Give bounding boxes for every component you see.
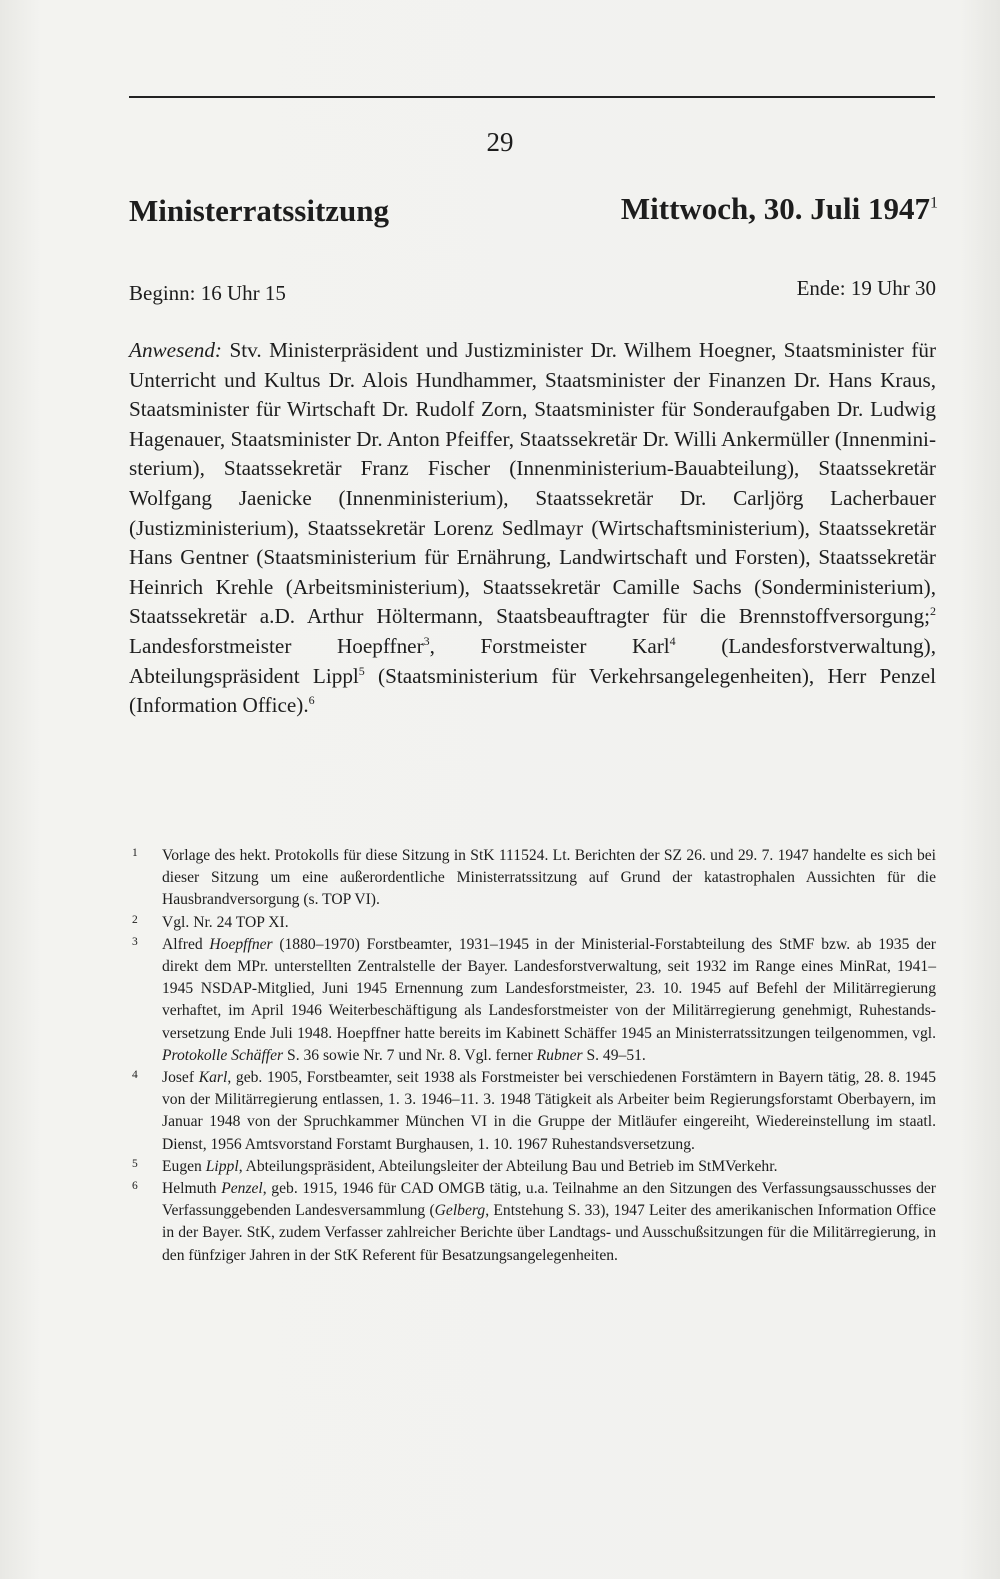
footnote-ref-2: 2	[930, 604, 936, 619]
footnote-4	[132, 1067, 936, 1156]
footnote-text: S. 49–51.	[582, 1046, 646, 1064]
footnote-ref-5: 5	[358, 663, 365, 678]
footnote-1	[132, 845, 936, 912]
footnote-number: 6	[132, 1180, 138, 1193]
begin-time: Beginn: 16 Uhr 15	[129, 281, 286, 305]
end-time: Ende: 19 Uhr 30	[796, 276, 936, 300]
document-number: 29	[486, 127, 514, 157]
footnote-text: , geb. 1905, Forstbeamter, seit 1938 als Forstmeister bei verschiedenen Forstämtern in Bayern tätig, 28. 8. 1945 von der Militärregierung entlassen, 1. 3. 1946–11. 3. 1948 Tätigkeit als Arbeiter beim Regierungsforstamt Oberbayern, im Januar 1948 von der Spruchkammer München VI in die Gruppe der Mitläufer eingereiht, Wiedereinstellung im staatl. Dienst, 1956 Amtsvorstand Forstamt Burghausen, 1. 10. 1967 Ruhestandsversetzung.	[162, 1069, 936, 1153]
footnote-number: 1	[132, 847, 138, 859]
footnote-text: , geb. 1915, 1946 für CAD OMGB tätig, u.a. Teilnahme an den Sitzungen des Verfassungsausschusses der Verfassunggebenden Landesversammlung (	[162, 1180, 936, 1220]
footnote-text: Alfred	[162, 935, 210, 953]
footnote-text: , Entstehung S. 33), 1947 Leiter des amerikanischen Information Office in der Bayer. StK, zudem Verfasser zahlreicher Berichte über Landtags- und Ausschußsitzungen für die Militärregierung, in den fünfziger Jahren in der StK Referent für Besatzungsangelegenheiten.	[162, 1202, 936, 1264]
session-title: Ministerratssitzung	[129, 193, 390, 228]
footnote-number: 2	[132, 913, 138, 926]
footnote-text: Eugen	[162, 1157, 206, 1175]
footnote-text: Vorlage des hekt. Protokolls für diese Sitzung in StK 111524. Lt. Berichten der SZ 26. und 29. 7. 1947 handelte es sich bei dieser Sitzung um eine außerordentliche Ministerratssitzung auf Grund der katastrophalen Aussichten für die Hausbrandversorgung (s. TOP VI).	[162, 847, 936, 909]
footnote-ref-3: 3	[423, 633, 430, 648]
attendees-text: , Forstmeister Karl	[429, 633, 670, 658]
footnote-number: 3	[132, 935, 138, 948]
footnote-text: Vgl. Nr. 24 TOP XI.	[162, 913, 289, 931]
footnote-text: Josef	[162, 1069, 199, 1087]
footnote-person-name: Hoepffner	[209, 935, 273, 953]
attendees-label: Anwesend:	[129, 338, 222, 362]
footnote-citation: Gelberg	[434, 1202, 486, 1220]
footnote-number: 5	[132, 1157, 138, 1170]
footnote-text: Helmuth	[162, 1180, 222, 1198]
footnote-text: (1880–1970) Forstbeamter, 1931–1945 in der Ministerial-Forstabteilung des StMF bzw. ab 1935 der direkt dem MPr. unterstellten Zentralstelle der Bayer. Landesforstverwaltung, seit 1932 im Range eines MinRat, 1941–1945 NSDAP-Mitglied, Juni 1945 Ernennung zum Landesforstmeister, 23. 10. 1945 auf Befehl der Militärregierung verhaftet, im April 1946 Weiterbeschäftigung als Landesforstmeister von der Militärregierung genehmigt, Ruhestandsversetzung Ende Juli 1948. Hoepffner hatte bereits im Kabinett Schäffer 1945 an Ministerratssitzungen teilgenommen, vgl.	[162, 935, 936, 1042]
footnote-number: 4	[132, 1069, 138, 1082]
footnote-5	[132, 1156, 936, 1178]
footnote-text: S. 36 sowie Nr. 7 und Nr. 8. Vgl. ferner	[283, 1046, 537, 1064]
footnote-person-name: Lippl	[205, 1157, 239, 1175]
footnotes	[132, 845, 936, 1267]
footnote-text: , Abteilungspräsident, Abteilungsleiter der Abteilung Bau und Betrieb im StMVerkehr.	[238, 1157, 778, 1175]
attendees-text: (Landesforstverwaltung), Abteilungspräsident Lippl	[129, 633, 936, 688]
footnote-ref-4: 4	[669, 633, 676, 648]
footnote-citation: Protokolle Schäffer	[162, 1046, 284, 1064]
attendees-text: Stv. Ministerpräsident und Justizminister Dr. Wilhem Hoegner, Staatsminister für Unterricht und Kultus Dr. Alois Hundhammer, Staatsminister der Finanzen Dr. Hans Kraus, Staatsminister für Wirtschaft Dr. Rudolf Zorn, Staatsminister für Sonderaufgaben Dr. Ludwig Hagenauer, Staatsminister Dr. Anton Pfeiffer, Staatssekretär Dr. Willi Ankermüller (Innenministerium), Staatssekretär Franz Fischer (Innenministerium-Bauabteilung), Staatssekretär Wolfgang Jaenicke (Innenministerium), Staatssekretär Dr. Carljörg Lacherbauer (Justizministerium), Staatssekretär Lorenz Sedlmayr (Wirtschaftsministerium), Staatssekretär Hans Gentner (Staatsministerium für Ernährung, Landwirtschaft und Forsten), Staatssekretär Heinrich Krehle (Arbeitsministerium), Staatssekretär Camille Sachs (Sonderministerium), Staatssekretär a.D. Arthur Höltermann, Staatsbeauftragter für die Brennstoffversorgung;	[129, 338, 936, 629]
session-date	[621, 191, 938, 227]
footnote-ref-1: 1	[930, 194, 938, 212]
session-date-text: Mittwoch, 30. Juli 1947	[620, 191, 930, 226]
attendees-paragraph	[129, 336, 936, 721]
footnote-person-name: Karl	[198, 1069, 228, 1087]
footnote-ref-6: 6	[308, 693, 315, 708]
header-rule	[129, 96, 935, 98]
footnote-6	[132, 1178, 936, 1267]
attendees-text: Landesforstmeister Hoepffner	[129, 633, 424, 658]
attendees-text: (Staatsministerium für Verkehrsangelegenheiten), Herr Penzel (Information Office).	[129, 663, 936, 718]
footnote-2	[132, 912, 936, 934]
footnote-person-name: Penzel	[221, 1180, 263, 1198]
footnote-citation: Rubner	[536, 1046, 583, 1064]
footnote-3	[132, 934, 936, 1067]
